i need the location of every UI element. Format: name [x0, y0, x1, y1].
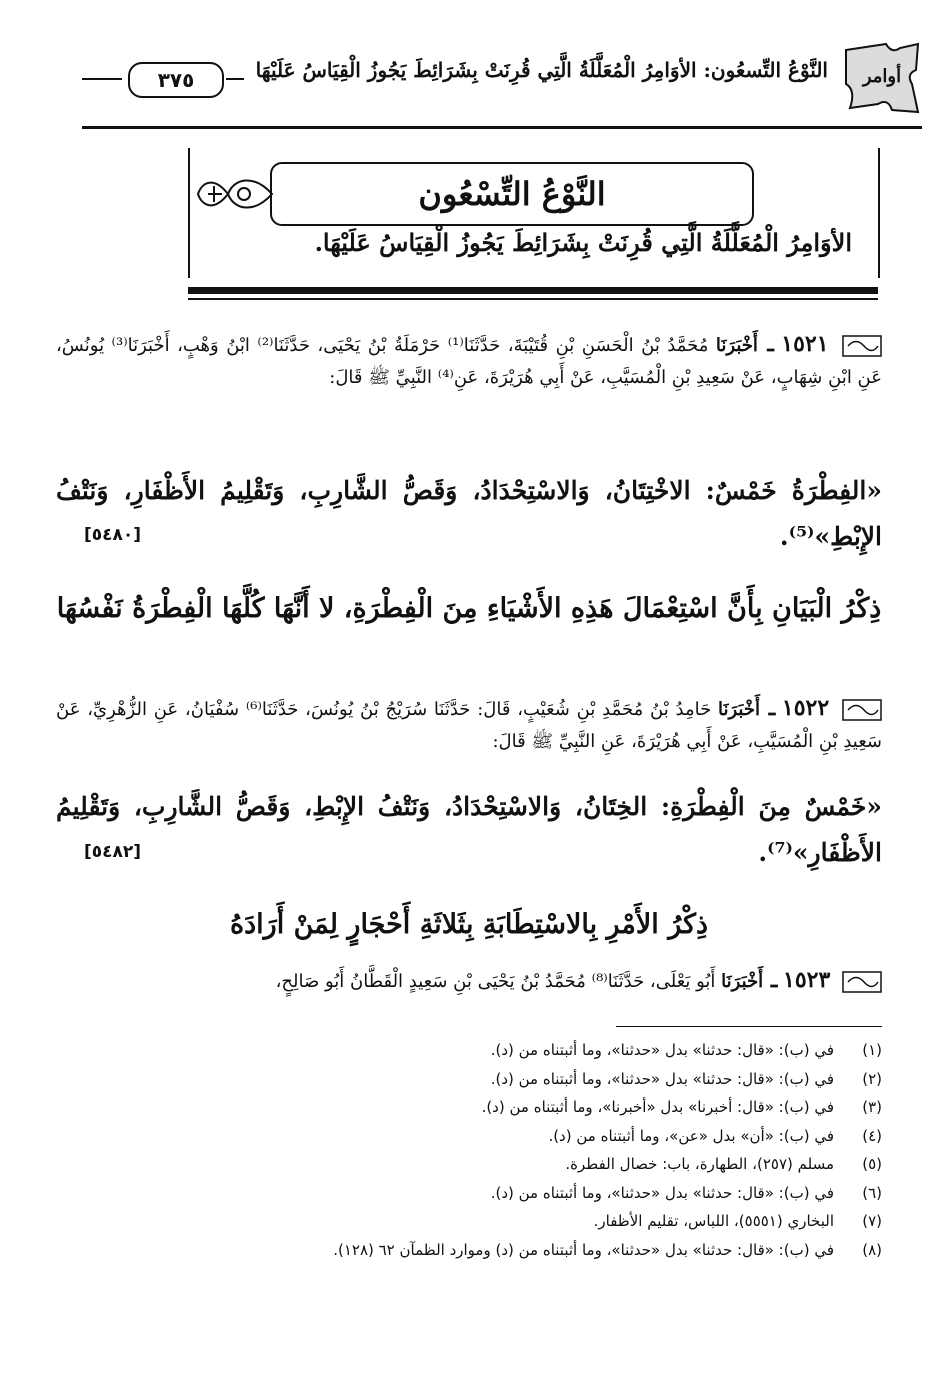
hadith-marker-icon: [842, 333, 882, 359]
running-header: [82, 28, 922, 120]
hadith-reference: [٥٤٨٢]: [84, 842, 142, 862]
puzzle-corner-icon: [842, 40, 922, 116]
chapter-title: النَّوْعُ التِّسْعُون: [270, 162, 754, 226]
hadith-chain: ١٥٢٢ ـ أَخْبَرَنَا حَامِدُ بْنُ مُحَمَّدِ بْنِ شُعَيْبٍ، قَالَ: حَدَّثَنَا سُرَيْجُ بْنُ يُونُسَ، حَدَّثَنَا⁽⁶⁾ سُفْيَانُ، عَنِ الزُّهْرِيِّ، عَنْ سَعِيدِ بْنِ الْمُسَيَّبِ، عَنْ أَبِي هُرَيْرَةَ، عَنِ النَّبِيِّ ﷺ قَالَ:: [56, 695, 882, 752]
footnote-rule: [616, 1026, 882, 1027]
hadith-lead: أَخْبَرَنَا: [715, 335, 758, 356]
hadith-lead: أَخْبَرَنَا: [717, 699, 760, 720]
footnote: (٨)في (ب): «قال: حدثنا» بدل «حدثنا»، وما أثبتناه من (د) وموارد الظمآن ٦٢ (١٢٨).: [333, 1240, 882, 1259]
footnote: (٣)في (ب): «قال: أخبرنا» بدل «أخبرنا»، وما أثبتناه من (د).: [481, 1098, 882, 1116]
hadith-reference: [٥٤٨٠]: [84, 525, 142, 545]
running-title: النَّوْعُ التِّسعُون: الأوَامِرُ الْمُعَلَّلَةُ الَّتِي قُرِنَتْ بِشَرَائِطَ يَجُوزُ الْقِيَاسُ عَلَيْهَا: [255, 58, 828, 82]
footnote: (٥)مسلم (٢٥٧)، الطهارة، باب: خصال الفطرة.: [565, 1155, 882, 1173]
hadith-marker-icon: [842, 969, 882, 995]
hadith-number: ١٥٢٣: [783, 967, 831, 993]
footnote: (٦)في (ب): «قال: حدثنا» بدل «حدثنا»، وما أثبتناه من (د).: [490, 1183, 882, 1202]
ornament-icon: [194, 164, 274, 224]
hadith-isnad: حَامِدُ بْنُ مُحَمَّدِ بْنِ شُعَيْبٍ، قَالَ: حَدَّثَنَا سُرَيْجُ بْنُ يُونُسَ، حَدَّثَنَا⁽⁶⁾ سُفْيَانُ، عَنِ الزُّهْرِيِّ، عَنْ سَعِيدِ بْنِ الْمُسَيَّبِ، عَنْ أَبِي هُرَيْرَةَ، عَنِ النَّبِيِّ ﷺ قَالَ:: [56, 699, 882, 752]
corner-label: أوامر: [862, 66, 902, 87]
hadith-number: ١٥٢١: [781, 331, 829, 357]
header-rule: [82, 126, 922, 129]
section-heading: ذِكْرُ الأَمْرِ بِالاسْتِطَابَةِ بِثَلاثَةِ أَحْجَارٍ لِمَنْ أَرَادَهُ: [230, 909, 708, 940]
hadith-number: ١٥٢٢: [781, 695, 830, 721]
hadith-marker-icon: [842, 697, 882, 723]
hadith-text: «الفِطْرَةُ خَمْسٌ: الاخْتِتَانُ، وَالاسْتِحْدَادُ، وَقَصُّ الشَّارِبِ، وَتَقْلِيمُ الأَظْفَارِ، وَنَتْفُ الإِبْطِ»⁽⁵⁾.: [56, 476, 882, 551]
footnote: (١)في (ب): «قال: حدثنا» بدل «حدثنا»، وما أثبتناه من (د).: [490, 1041, 882, 1059]
chapter-heading: [188, 148, 880, 278]
footnotes: [62, 1036, 882, 1264]
hadith-chain: ١٥٢١ ـ أَخْبَرَنَا مُحَمَّدُ بْنُ الْحَسَنِ بْنِ قُتَيْبَةَ، حَدَّثَنَا⁽¹⁾ حَرْمَلَةُ بْنُ يَحْيَى، حَدَّثَنَا⁽²⁾ ابْنُ وَهْبٍ، أَخْبَرَنَا⁽³⁾ يُونُسُ، عَنِ ابْنِ شِهَابٍ، عَنْ سَعِيدِ بْنِ الْمُسَيَّبِ، عَنْ أَبِي هُرَيْرَةَ، عَنِ⁽⁴⁾ النَّبِيِّ ﷺ قَالَ:: [56, 331, 882, 388]
hadith-chain: ١٥٢٣ ـ أَخْبَرَنَا أَبُو يَعْلَى، حَدَّثَنَا⁽⁸⁾ مُحَمَّدُ بْنُ يَحْيَى بْنِ سَعِيدٍ الْقَطَّانُ أَبُو صَالِحٍ،: [56, 964, 882, 998]
hadith-lead: أَخْبَرَنَا: [721, 971, 764, 992]
hadith-text: «خَمْسٌ مِنَ الْفِطْرَةِ: الخِتَانُ، وَالاسْتِحْدَادُ، وَنَتْفُ الإِبْطِ، وَقَصُّ الشَّارِبِ، وَتَقْلِيمُ الأَظْفَارِ»⁽⁷⁾.: [56, 792, 882, 867]
section-heading: ذِكْرُ الْبَيَانِ بِأَنَّ اسْتِعْمَالَ هَذِهِ الأَشْيَاءِ مِنَ الْفِطْرَةِ، لا أَنَّهَا كُلَّهَا الْفِطْرَةُ نَفْسُهَا: [56, 593, 882, 624]
footnote: (٧)البخاري (٥٥٥١)، اللباس، تقليم الأظفار.: [593, 1212, 882, 1230]
chapter-rule: [188, 287, 878, 294]
chapter-rule-thin: [188, 298, 878, 300]
footnote: (٢)في (ب): «قال: حدثنا» بدل «حدثنا»، وما أثبتناه من (د).: [490, 1069, 882, 1088]
page-number: ٣٧٥: [128, 62, 224, 98]
header-dash: [82, 78, 122, 80]
chapter-subtitle: الأوَامِرُ الْمُعَلَّلَةُ الَّتِي قُرِنَتْ بِشَرَائِطَ يَجُوزُ الْقِيَاسُ عَلَيْهَا.: [314, 228, 852, 257]
hadith-isnad: أَبُو يَعْلَى، حَدَّثَنَا⁽⁸⁾ مُحَمَّدُ بْنُ يَحْيَى بْنِ سَعِيدٍ الْقَطَّانُ أَبُو صَالِحٍ،: [275, 971, 716, 992]
hadith-isnad: مُحَمَّدُ بْنُ الْحَسَنِ بْنِ قُتَيْبَةَ، حَدَّثَنَا⁽¹⁾ حَرْمَلَةُ بْنُ يَحْيَى، حَدَّثَنَا⁽²⁾ ابْنُ وَهْبٍ، أَخْبَرَنَا⁽³⁾ يُونُسُ، عَنِ ابْنِ شِهَابٍ، عَنْ سَعِيدِ بْنِ الْمُسَيَّبِ، عَنْ أَبِي هُرَيْرَةَ، عَنِ⁽⁴⁾ النَّبِيِّ ﷺ قَالَ:: [56, 335, 882, 388]
footnote: (٤)في (ب): «أن» بدل «عن»، وما أثبتناه من (د).: [548, 1126, 882, 1145]
header-dash: [226, 78, 244, 80]
